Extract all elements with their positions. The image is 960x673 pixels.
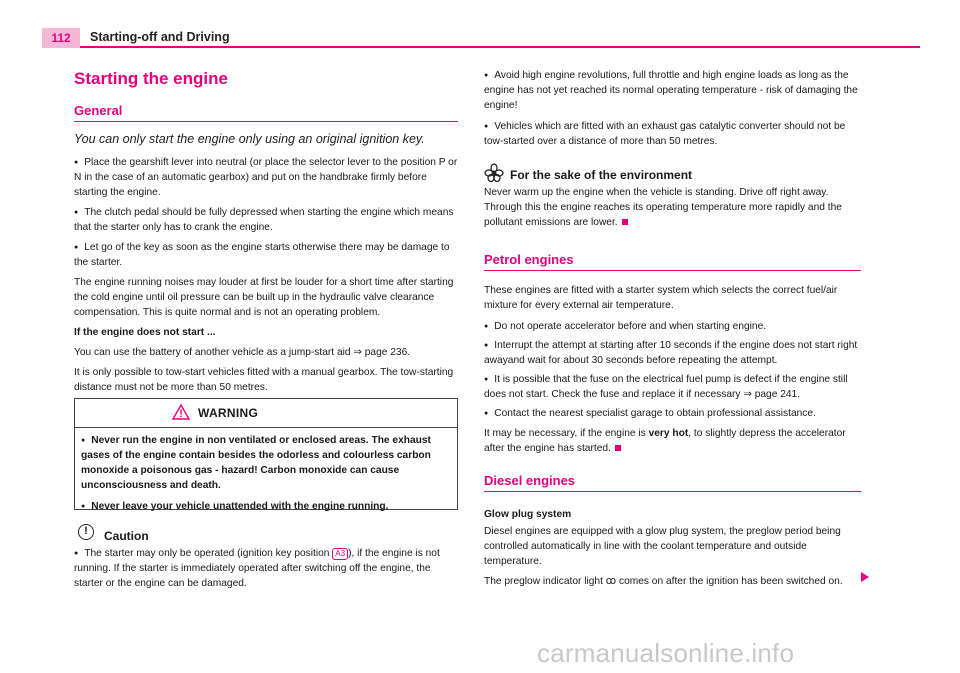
bullet-item: ● Contact the nearest specialist garage to obtain professional assistance. xyxy=(484,406,861,421)
caution-text-end: ), if the engine is not running. If the starter is immediately operated after switching off the engine, the starter or the engine can be damaged. xyxy=(74,548,440,589)
page-number: 112 xyxy=(42,28,80,48)
preglow-text-start: The preglow indicator light xyxy=(484,576,606,587)
petrol-outro xyxy=(484,426,861,456)
bullet-item: ● Avoid high engine revolutions, full throttle and high engine loads as long as the engine has not yet reached its normal operating temperature - risk of damaging the engine! xyxy=(484,68,861,113)
paragraph: The engine running noises may louder at first be louder for a short time after starting the cold engine until oil pressure can be built up in the hydraulic valve clearance compensation. This is quite normal and is not an operating problem. xyxy=(74,277,454,318)
header-rule xyxy=(80,46,920,48)
caution-icon: ! xyxy=(78,524,94,540)
diesel-section xyxy=(484,473,861,589)
general-section xyxy=(74,103,458,395)
preglow-indicator-icon: ꝏ xyxy=(605,576,617,587)
right-top-bullets xyxy=(484,68,861,149)
bullet-item: ● Vehicles which are fitted with an exhaust gas catalytic converter should not be tow-started over a distance of more than 50 metres. xyxy=(484,119,861,149)
environment-title: For the sake of the environment xyxy=(510,168,693,182)
very-hot-emphasis: very hot xyxy=(648,428,689,439)
warning-header xyxy=(75,399,457,428)
petrol-outro-start: It may be necessary, if the engine is xyxy=(484,428,649,439)
environment-text xyxy=(484,185,861,230)
section-heading: Starting the engine xyxy=(74,69,228,88)
environment-section xyxy=(484,185,861,230)
bullet-item: ● Do not operate accelerator before and when starting engine. xyxy=(484,319,861,334)
warning-triangle-icon xyxy=(172,404,190,420)
warning-item: ● Never run the engine in non ventilated or enclosed areas. The exhaust gases of the engine contain besides the odorless and colourless carbon monoxide a poisonous gas - hazard! Carbon monoxide can cause unconsciousness and death. xyxy=(81,433,449,493)
bullet-item: ● The clutch pedal should be fully depressed when starting the engine which means that the starter only has to crank the engine. xyxy=(74,205,458,235)
end-of-section-marker xyxy=(615,445,621,451)
subheading-petrol: Petrol engines xyxy=(484,252,574,267)
caution-title: Caution xyxy=(104,529,149,543)
bullet-item: ● It is possible that the fuse on the electrical fuel pump is defect if the engine still does not start. Check the fuse and replace it if necessary ⇒ page 241. xyxy=(484,372,861,402)
ignition-key-position-badge: A3 xyxy=(332,548,348,560)
warning-title: WARNING xyxy=(198,406,259,420)
caution-text-start: The starter may only be operated (ignition key position xyxy=(84,548,333,559)
petrol-section xyxy=(484,252,861,456)
preglow-text-end: comes on after the ignition has been switched on. xyxy=(616,576,843,587)
subheading-general: General xyxy=(74,103,123,118)
bullet-item: ● Let go of the key as soon as the engine starts otherwise there may be damage to the starter. xyxy=(74,240,458,270)
bullet-item: ● Place the gearshift lever into neutral (or place the selector lever to the position P or N in the case of an automatic gearbox) and put on the handbrake firmly before starting the engine. xyxy=(74,155,458,200)
watermark: carmanualsonline.info xyxy=(537,638,795,668)
preglow-text xyxy=(484,574,861,589)
caution-section xyxy=(74,546,458,591)
warning-body xyxy=(81,433,449,514)
caution-text xyxy=(74,546,458,591)
petrol-intro: These engines are fitted with a starter system which selects the correct fuel/air mixture for every external air temperature. xyxy=(484,285,838,311)
diesel-text: Diesel engines are equipped with a glow plug system, the preglow period being controlled automatically in line with the coolant temperature and outside temperature. xyxy=(484,526,841,567)
page-header xyxy=(0,28,960,48)
lead-text: You can only start the engine only using an original ignition key. xyxy=(74,132,425,146)
glow-plug-heading: Glow plug system xyxy=(484,509,572,520)
if-not-start-heading: If the engine does not start ... xyxy=(74,327,216,338)
subheading-rule xyxy=(484,491,861,492)
environment-text-body: Never warm up the engine when the vehicle is standing. Drive off right away. Through this the engine reaches its operating temperature more rapidly and the pollutant emissions are lower. xyxy=(484,187,842,228)
warning-box xyxy=(74,398,458,510)
jump-start-paragraph: You can use the battery of another vehicle as a jump-start aid ⇒ page 236. xyxy=(74,347,411,358)
next-page-arrow-icon xyxy=(861,572,869,582)
bullet-item: ● Interrupt the attempt at starting after 10 seconds if the engine does not start right awayand wait for about 30 seconds before repeating the attempt. xyxy=(484,338,861,368)
subheading-diesel: Diesel engines xyxy=(484,473,576,488)
tow-start-paragraph: It is only possible to tow-start vehicles fitted with a manual gearbox. The tow-starting distance must not be more than 50 metres. xyxy=(74,367,454,393)
end-of-section-marker xyxy=(622,219,628,225)
chapter-title: Starting-off and Driving xyxy=(90,30,230,44)
subheading-rule xyxy=(74,121,458,122)
subheading-rule xyxy=(484,270,861,271)
environment-flower-icon xyxy=(484,163,504,183)
petrol-outro-end: , to slightly depress the accelerator after the engine has started. xyxy=(484,428,846,454)
warning-item: ● Never leave your vehicle unattended with the engine running. xyxy=(81,499,449,514)
